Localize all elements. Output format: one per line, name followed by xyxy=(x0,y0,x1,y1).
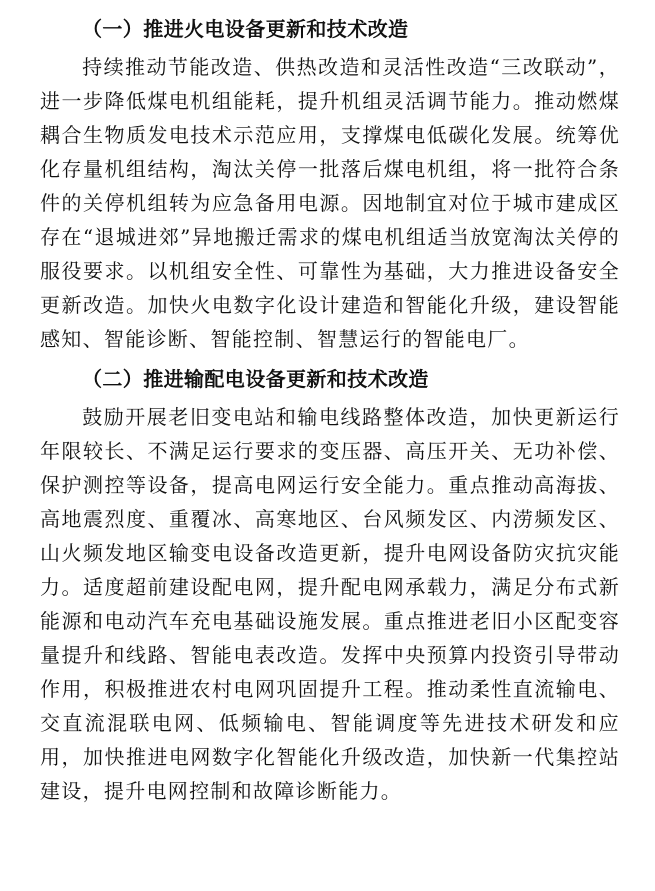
section-2-paragraph xyxy=(40,400,620,808)
section-2 xyxy=(40,362,620,808)
document-page xyxy=(40,12,620,812)
section-1-heading: （一）推进火电设备更新和技术改造 xyxy=(82,17,409,41)
section-1-paragraph-text: 持续推动节能改造、供热改造和灵活性改造“三改联动”，进一步降低煤电机组能耗，提升机组灵活调节能力。推动燃煤耦合生物质发电技术示范应用，支撑煤电低碳化发展。统筹优化存量机组结构，淘汰关停一批落后煤电机组，将一批符合条件的关停机组转为应急备用电源。因地制宜对位于城市建成区存在“退城进郊”异地搬迁需求的煤电机组适当放宽淘汰关停的服役要求。以机组安全性、可靠性为基础，大力推进设备安全更新改造。加快火电数字化设计建造和智能化升级，建设智能感知、智能诊断、智能控制、智慧运行的智能电厂。 xyxy=(40,55,620,351)
section-2-heading: （二）推进输配电设备更新和技术改造 xyxy=(82,367,429,391)
section-1-paragraph xyxy=(40,50,620,356)
section-2-paragraph-text: 鼓励开展老旧变电站和输电线路整体改造，加快更新运行年限较长、不满足运行要求的变压器、高压开关、无功补偿、保护测控等设备，提高电网运行安全能力。重点推动高海拔、高地震烈度、重覆冰、高寒地区、台风频发区、内涝频发区、山火频发地区输变电设备改造更新，提升电网设备防灾抗灾能力。适度超前建设配电网，提升配电网承载力，满足分布式新能源和电动汽车充电基础设施发展。重点推进老旧小区配变容量提升和线路、智能电表改造。发挥中央预算内投资引导带动作用，积极推进农村电网巩固提升工程。推动柔性直流输电、交直流混联电网、低频输电、智能调度等先进技术研发和应用，加快推进电网数字化智能化升级改造，加快新一代集控站建设，提升电网控制和故障诊断能力。 xyxy=(40,405,620,803)
section-1 xyxy=(40,12,620,356)
